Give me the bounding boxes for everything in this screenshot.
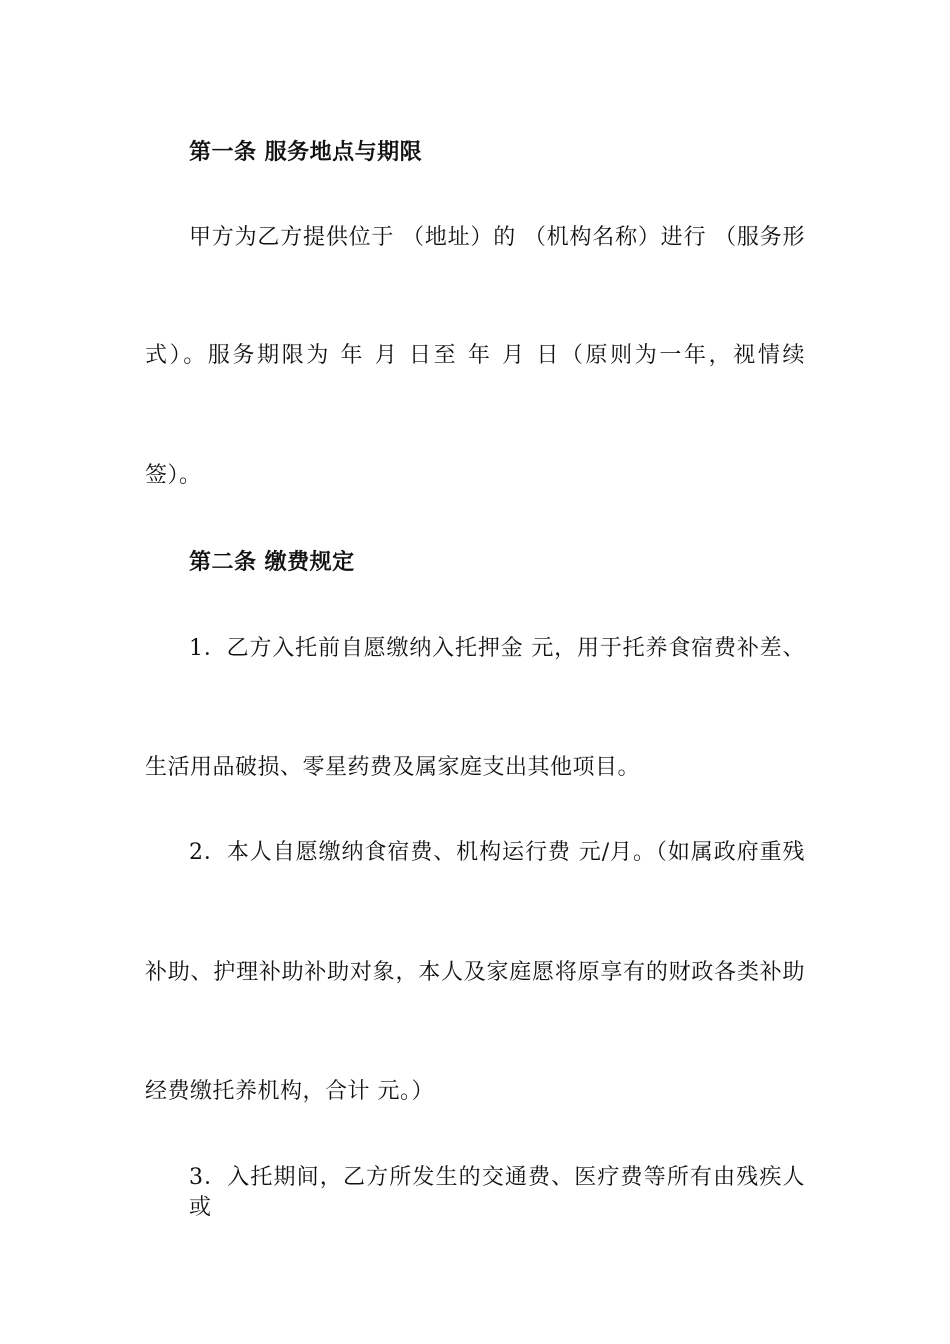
- article-1-line-1: 甲方为乙方提供位于 （地址）的 （机构名称）进行 （服务形: [189, 225, 805, 250]
- article-1-heading: 第一条 服务地点与期限: [189, 139, 423, 165]
- article-1-line-3: 签）。: [145, 463, 202, 488]
- article-1-line-2: 式）。服务期限为 年 月 日至 年 月 日（原则为一年，视情续: [145, 343, 805, 368]
- article-2-item-1-line-2: 生活用品破损、零星药费及属家庭支出其他项目。: [145, 755, 641, 780]
- article-2-item-2-line-2: 补助、护理补助补助对象，本人及家庭愿将原享有的财政各类补助: [145, 960, 805, 985]
- article-2-heading: 第二条 缴费规定: [189, 549, 355, 575]
- article-2-item-3-line-1: 3．入托期间，乙方所发生的交通费、医疗费等所有由残疾人或: [189, 1165, 805, 1220]
- article-2-item-2-line-1: 2．本人自愿缴纳食宿费、机构运行费 元/月。（如属政府重残: [189, 840, 805, 865]
- article-2-item-1-line-1: 1．乙方入托前自愿缴纳入托押金 元，用于托养食宿费补差、: [189, 636, 805, 661]
- article-2-item-2-line-3: 经费缴托养机构，合计 元。）: [145, 1079, 434, 1104]
